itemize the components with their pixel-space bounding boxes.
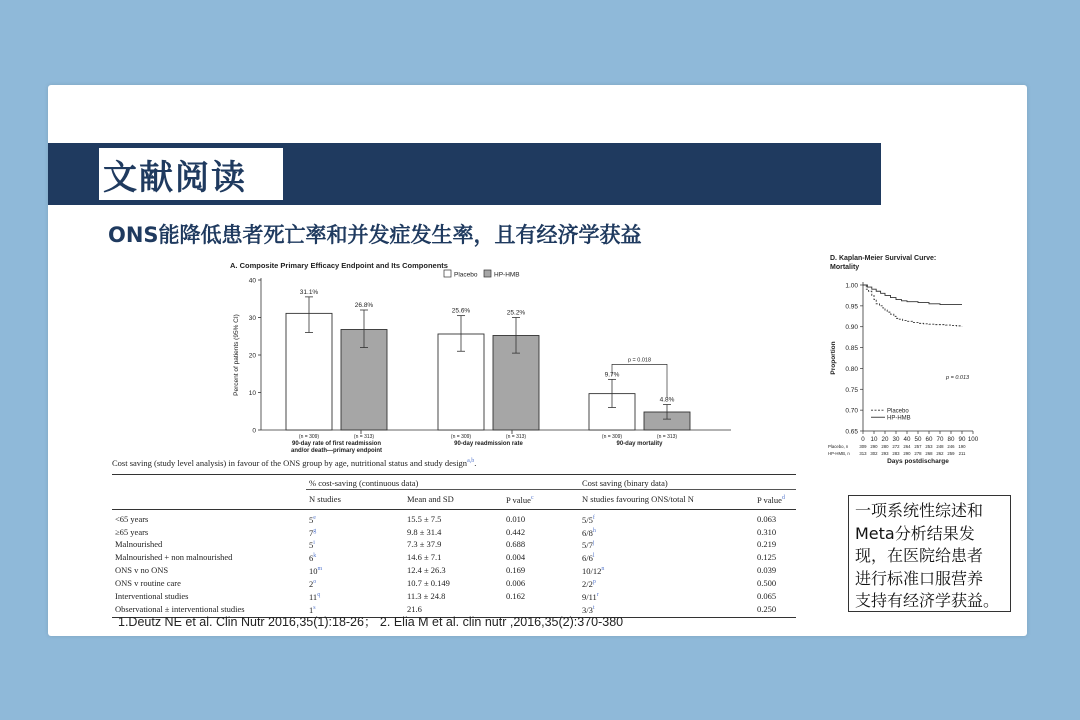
km-y-tick-label: 0.75 (845, 386, 858, 394)
table-cell: 0.688 (506, 539, 526, 550)
p-value-annotation: p = 0.018 (627, 357, 652, 364)
km-x-axis-label: Days postdischarge (887, 458, 949, 465)
table-cell: 10/12$^n$ (582, 565, 605, 576)
column-header (112, 490, 306, 510)
table-cell: 9.8 ± 31.4 (407, 526, 442, 537)
km-title: D. Kaplan-Meier Survival Curve: (830, 255, 937, 262)
table-cell: 1$^s$ (306, 603, 404, 618)
table-caption: Cost saving (study level analysis) in favour of the ONS group by age, nutritional status and study design$^{a,b}$. (112, 458, 477, 468)
km-risk-value: 302 (870, 451, 878, 456)
km-legend-label-hmb: HP-HMB (887, 415, 911, 422)
y-tick-label: 30 (248, 315, 256, 322)
km-x-tick-label: 40 (903, 436, 911, 443)
kaplan-meier-chart (823, 250, 998, 470)
table-row (112, 526, 796, 539)
category-label: 90-day mortality (616, 441, 663, 447)
bar-value-label: 25.6% (451, 307, 471, 315)
callout-line: 现，在医院给患者 (855, 546, 984, 565)
table-cell: <65 years (115, 513, 149, 524)
table-cell: 11.3 ± 24.8 (407, 590, 446, 601)
km-x-tick-label: 20 (881, 436, 889, 443)
km-y-tick-label: 0.90 (845, 324, 858, 332)
cost-saving-table (112, 474, 796, 618)
km-risk-value: 248 (936, 444, 944, 449)
table-cell: 14.6 ± 7.1 (407, 552, 442, 563)
n-label: (n = 309) (450, 434, 472, 440)
km-risk-value: 272 (892, 444, 900, 449)
references: 1.Deutz NE et al. Clin Nutr 2016,35(1):18-26； 2. Elia M et al. clin nutr ,2016,35(2):370-380 (118, 615, 624, 629)
km-risk-value: 264 (903, 444, 911, 449)
slide-subtitle: ONS能降低患者死亡率和并发症发生率，且有经济学获益 (108, 223, 642, 247)
table-cell: 3/3$^t$ (579, 603, 754, 618)
y-tick-label: 40 (248, 277, 256, 285)
table-cell: 5e (309, 514, 316, 525)
km-risk-value: 309 (859, 444, 867, 449)
km-legend-label-placebo: Placebo (887, 408, 909, 415)
table-cell: 0.063 (757, 513, 777, 524)
chart-title: A. Composite Primary Efficacy Endpoint and Its Components (230, 261, 448, 270)
km-y-axis-label: Proportion (830, 341, 837, 375)
table-cell: 7.3 ± 37.9 (407, 539, 442, 550)
callout-line: Meta分析结果发 (855, 523, 975, 543)
y-axis-label: Percent of patients (95% CI) (233, 314, 240, 396)
table-cell: 21.6 (404, 603, 503, 618)
km-risk-value: 280 (881, 444, 889, 449)
table-cell: 0.442 (506, 526, 526, 537)
table-cell: Malnourished (115, 539, 163, 550)
table-cell: 10$^m$ (309, 565, 323, 576)
callout-line: 支持有经济学获益。 (855, 591, 1000, 610)
column-header: P value$^c$ (503, 490, 579, 510)
table-cell: 5/7$^j$ (582, 540, 595, 551)
km-risk-value: 262 (936, 451, 944, 456)
table-cell: 0.004 (506, 552, 526, 563)
category-label: 90-day readmission rate (454, 441, 523, 447)
callout-line: 一项系统性综述和 (855, 501, 984, 520)
category-label: 90-day rate of first readmission (291, 441, 382, 447)
table-cell: 2/2$^p$ (582, 578, 596, 589)
km-risk-value: 257 (914, 444, 922, 449)
km-y-tick-label: 0.95 (845, 303, 858, 311)
table-cell: 0.125 (757, 552, 777, 563)
table-cell: 0.039 (757, 565, 777, 576)
table-cell: 7$^g$ (309, 527, 317, 538)
column-header: Mean and SD (404, 490, 503, 510)
bar-value-label: 9.7% (604, 371, 620, 379)
km-risk-label: HP-HMB, n (828, 451, 850, 456)
group-header-binary: Cost saving (binary data) (579, 475, 796, 490)
bar-value-label: 4.8% (659, 396, 675, 404)
km-y-tick-label: 1.00 (845, 282, 858, 290)
y-tick-label: 0 (252, 427, 256, 435)
column-header: P value$^d$ (754, 490, 796, 510)
table-row (112, 538, 796, 551)
km-x-tick-label: 80 (947, 436, 955, 443)
km-risk-value: 253 (925, 444, 933, 449)
km-risk-value: 211 (958, 451, 966, 456)
km-y-tick-label: 0.65 (845, 428, 858, 436)
n-label: (n = 313) (353, 434, 375, 440)
y-tick-label: 10 (248, 390, 256, 397)
table-cell: 2$^o$ (309, 578, 317, 589)
table-cell: 0.065 (757, 590, 777, 601)
table-cell: 6$^k$ (309, 553, 317, 564)
table-cell: 10.7 ± 0.149 (407, 577, 450, 588)
n-label: (n = 313) (656, 434, 678, 440)
callout-line: 进行标准口服营养 (855, 568, 984, 588)
table-cell: Interventional studies (115, 590, 189, 601)
km-risk-value: 268 (925, 451, 933, 456)
significance-bracket (612, 364, 667, 397)
table-cell: Observational ± interventional studies (112, 603, 306, 618)
km-risk-value: 259 (947, 451, 955, 456)
km-x-tick-label: 60 (925, 436, 933, 443)
table-row (112, 564, 796, 577)
table-cell: ≥65 years (115, 526, 149, 537)
km-risk-value: 283 (892, 451, 900, 456)
conclusion-callout (848, 495, 1011, 612)
table-cell: ONS v routine care (115, 577, 181, 588)
y-tick-label: 20 (248, 352, 256, 360)
column-header: N studies favouring ONS/total N (579, 490, 754, 510)
km-risk-value: 278 (914, 451, 922, 456)
legend-swatch-placebo (444, 270, 451, 277)
km-risk-value: 246 (947, 444, 955, 449)
legend-label-placebo: Placebo (454, 271, 478, 279)
n-label: (n = 309) (298, 434, 320, 440)
km-x-tick-label: 50 (914, 436, 922, 443)
km-y-tick-label: 0.85 (845, 345, 858, 353)
table-cell: 5/5$^f$ (582, 514, 595, 525)
km-curve-hmb (863, 285, 962, 305)
table-cell: 0.250 (754, 603, 796, 618)
cost-saving-table-block (112, 458, 798, 618)
category-label: and/or death—primary endpoint (290, 448, 383, 454)
km-x-tick-label: 100 (967, 436, 979, 443)
composite-endpoint-bar-chart (216, 252, 746, 457)
km-risk-label: Placebo, n (828, 444, 849, 449)
km-x-tick-label: 30 (892, 436, 900, 443)
column-header: N studies (306, 490, 404, 510)
table-cell: 6/6$^l$ (582, 553, 595, 564)
table-cell: 12.4 ± 26.3 (407, 565, 446, 576)
table-cell: 0.010 (506, 513, 526, 524)
table-cell: 0.219 (757, 539, 777, 550)
table-cell: 11$^q$ (309, 591, 321, 602)
page-title: 文献阅读 (103, 158, 247, 198)
km-x-tick-label: 90 (958, 436, 966, 443)
bar-value-label: 25.2% (506, 309, 526, 317)
table-cell: 15.5 ± 7.5 (407, 513, 442, 524)
km-x-tick-label: 10 (870, 436, 878, 443)
table-cell: ONS v no ONS (115, 565, 169, 576)
km-title: Mortality (830, 264, 860, 271)
table-cell: 0.162 (506, 590, 526, 601)
table-row (112, 577, 796, 590)
n-label: (n = 309) (601, 434, 623, 440)
table-cell: 9/11$^r$ (582, 591, 599, 602)
table-cell: 0.310 (757, 526, 777, 537)
bar-value-label: 31.1% (299, 288, 319, 296)
km-y-tick-label: 0.80 (845, 365, 858, 373)
km-risk-value: 290 (903, 451, 911, 456)
table-cell: 5$^i$ (309, 540, 315, 551)
table-cell: 0.006 (506, 577, 526, 588)
km-x-tick-label: 70 (936, 436, 944, 443)
km-x-tick-label: 0 (861, 436, 865, 443)
legend-label-hmb: HP-HMB (494, 271, 520, 279)
table-cell: 0.169 (506, 565, 526, 576)
table-row (112, 590, 796, 603)
km-risk-value: 293 (881, 451, 889, 456)
legend-swatch-hmb (484, 270, 491, 277)
table-row (112, 509, 796, 525)
km-y-tick-label: 0.70 (845, 407, 858, 415)
table-cell: 6/8$^h$ (582, 527, 596, 538)
table-row (112, 551, 796, 564)
n-label: (n = 313) (505, 434, 527, 440)
table-cell: 0.500 (757, 577, 777, 588)
km-risk-value: 290 (870, 444, 878, 449)
group-header-continuous: % cost-saving (continuous data) (306, 475, 579, 490)
km-risk-value: 313 (859, 451, 867, 456)
table-cell: Malnourished + non malnourished (115, 552, 233, 563)
km-risk-value: 190 (958, 444, 966, 449)
bar-value-label: 26.8% (354, 302, 374, 309)
km-p-value: p = 0.013 (946, 374, 970, 381)
